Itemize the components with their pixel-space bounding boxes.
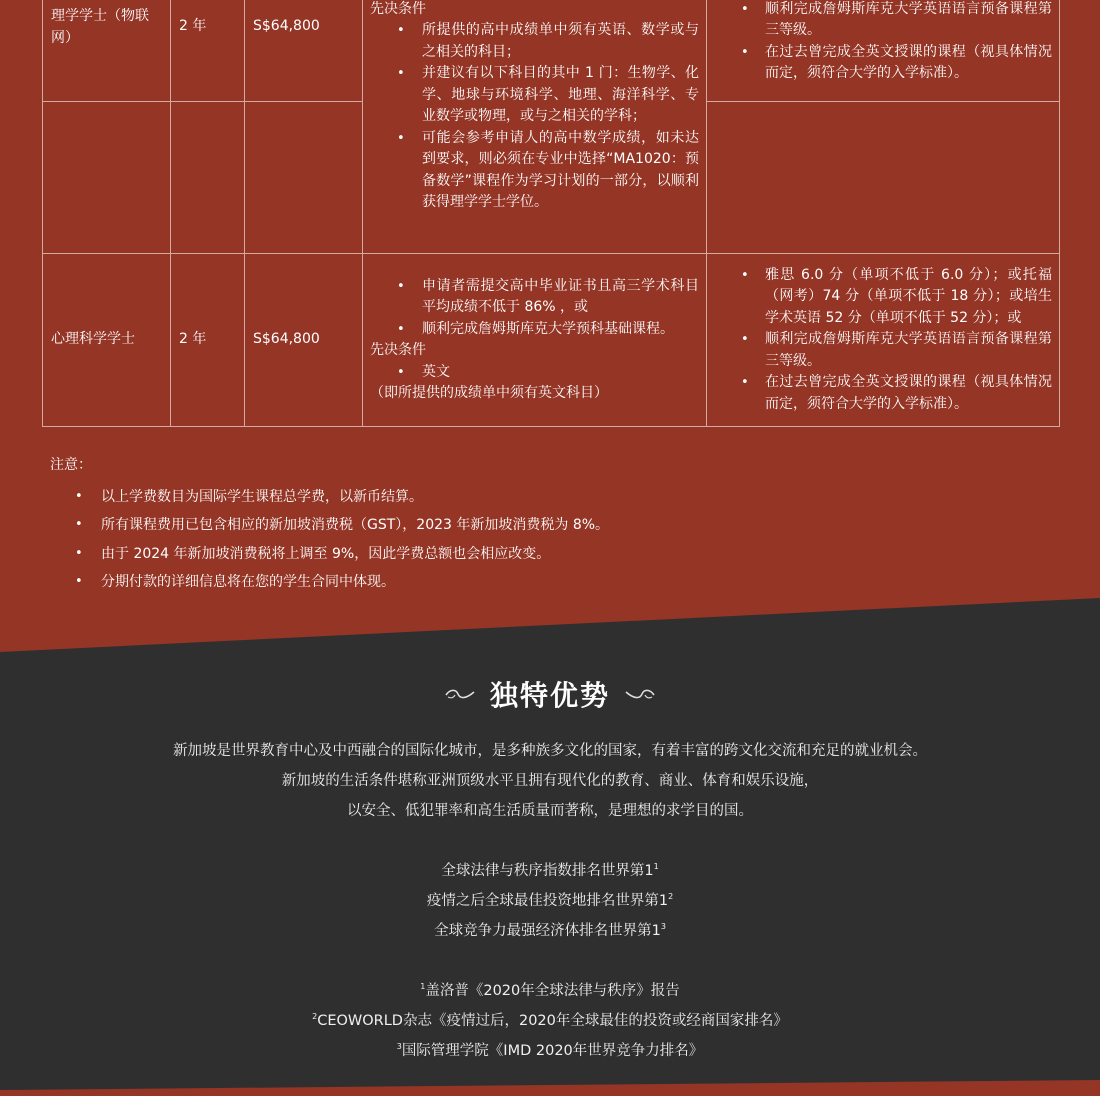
- empty-cell: [245, 102, 363, 254]
- notes-title: 注意：: [50, 457, 92, 473]
- program-name: 理学学士（物联网）: [43, 0, 171, 102]
- english-item: • 雅思 6.0 分（单项不低于 6.0 分）；或托福（网考）74 分（单项不低于 18 分）；或培生学术英语 52 分（单项不低于 52 分）；或: [715, 265, 1052, 330]
- prereq-label: 先决条件: [370, 342, 426, 358]
- note-item: • 由于 2024 年新加坡消费税将上调至 9%，因此学费总额也会相应改变。: [50, 540, 1050, 568]
- advantages-section: [0, 670, 1100, 1066]
- table-row: [43, 0, 1060, 102]
- empty-cell: [171, 102, 245, 254]
- ranking-line: 全球法律与秩序指数排名世界第$1^1$: [441, 862, 659, 879]
- program-fee: S$64,800: [245, 254, 363, 427]
- table-row: [43, 254, 1060, 427]
- entry-requirements: [363, 0, 707, 254]
- ranking-line: 全球竞争力最强经济体排名世界第$1^3$: [434, 922, 666, 939]
- swirl-ornament-right-icon: [624, 686, 656, 702]
- section-title: 独特优势: [489, 679, 610, 712]
- requirement-item: • 申请者需提交高中毕业证书且高三学术科目平均成绩不低于 86% ，或: [370, 276, 699, 319]
- source-line: $^1$盖洛普《2020年全球法律与秩序》报告: [420, 982, 680, 999]
- notes-section: [50, 455, 1050, 596]
- prereq-label: 先决条件: [370, 0, 426, 17]
- program-table: [42, 0, 1059, 427]
- entry-requirements: [363, 254, 707, 427]
- note-item: • 分期付款的详细信息将在您的学生合同中体现。: [50, 568, 1050, 596]
- english-item: • 顺利完成詹姆斯库克大学英语语言预备课程第三等级。: [715, 329, 1052, 372]
- program-duration: 2 年: [171, 254, 245, 427]
- english-requirements: [707, 0, 1060, 102]
- source-line: $^3$国际管理学院《IMD 2020年世界竞争力排名》: [396, 1042, 704, 1059]
- swirl-ornament-left-icon: [444, 686, 476, 702]
- note-item: • 所有课程费用已包含相应的新加坡消费税（GST），2023 年新加坡消费税为 8%。: [50, 511, 1050, 539]
- intro-line: 以安全、低犯罪率和高生活质量而著称，是理想的求学目的国。: [347, 803, 753, 819]
- intro-line: 新加坡是世界教育中心及中西融合的国际化城市，是多种族多文化的国家，有着丰富的跨文化交流和充足的就业机会。: [173, 743, 927, 759]
- empty-cell: [707, 102, 1060, 254]
- requirement-item: • 并建议有以下科目的其中 1 门：生物学、化学、地球与环境科学、地理、海洋科学、专业数学或物理，或与之相关的学科；: [370, 63, 699, 128]
- ranking-line: 疫情之后全球最佳投资地排名世界第$1^2$: [426, 892, 674, 909]
- note-item: • 以上学费数目为国际学生课程总学费，以新币结算。: [50, 483, 1050, 511]
- section-heading: [0, 670, 1100, 718]
- english-requirements: [707, 254, 1060, 427]
- english-item: • 顺利完成詹姆斯库克大学英语语言预备课程第三等级。: [715, 0, 1052, 42]
- requirement-item: • 英文: [370, 362, 699, 384]
- source-line: $^2$CEOWORLD杂志《疫情过后，2020年全球最佳的投资或经商国家排名》: [312, 1012, 788, 1029]
- intro-line: 新加坡的生活条件堪称亚洲顶级水平且拥有现代化的教育、商业、体育和娱乐设施，: [281, 773, 819, 789]
- empty-cell: [43, 102, 171, 254]
- program-fee: S$64,800: [245, 0, 363, 102]
- requirement-note: （即所提供的成绩单中须有英文科目）: [370, 385, 608, 401]
- program-duration: 2 年: [171, 0, 245, 102]
- requirement-item: • 可能会参考申请人的高中数学成绩，如未达到要求，则必须在专业中选择“MA1020：预备数学”课程作为学习计划的一部分，以顺利获得理学学士学位。: [370, 128, 699, 214]
- english-item: • 在过去曾完成全英文授课的课程（视具体情况而定，须符合大学的入学标准）。: [715, 372, 1052, 415]
- requirement-item: • 顺利完成詹姆斯库克大学预科基础课程。: [370, 319, 699, 341]
- advantages-body: [0, 736, 1100, 1066]
- program-name: 心理科学学士: [43, 254, 171, 427]
- english-item: • 在过去曾完成全英文授课的课程（视具体情况而定，须符合大学的入学标准）。: [715, 42, 1052, 85]
- requirement-item: • 所提供的高中成绩单中须有英语、数学或与之相关的科目；: [370, 20, 699, 63]
